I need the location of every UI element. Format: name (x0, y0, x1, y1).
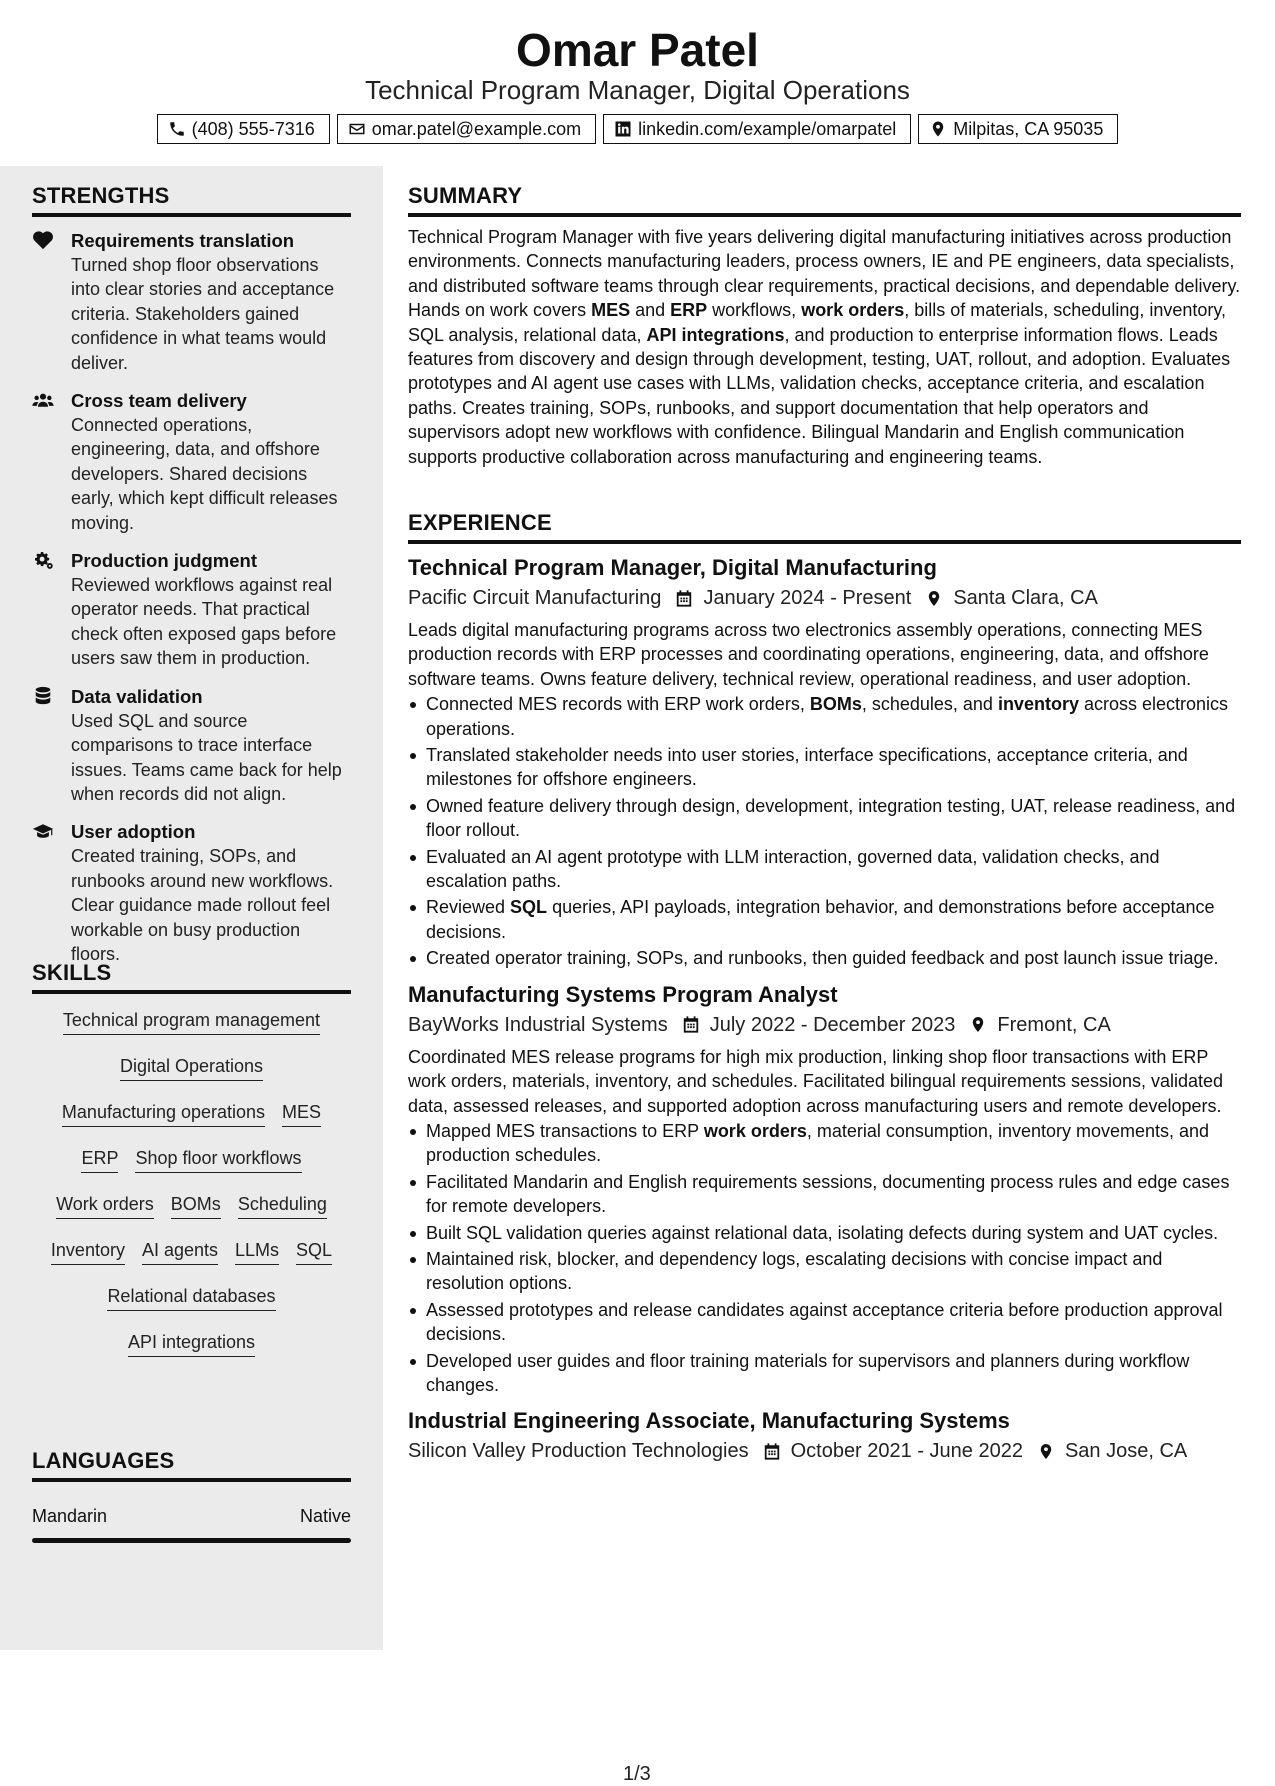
job-bullet: Connected MES records with ERP work orders, BOMs, schedules, and inventory across electronics operations. (408, 692, 1241, 741)
skill-tag: LLMs (235, 1238, 279, 1265)
main-content (383, 166, 1275, 1785)
heart-icon (32, 230, 54, 250)
contact-phone-text: (408) 555-7316 (191, 119, 315, 139)
strength-title: Cross team delivery (71, 390, 247, 412)
job-description: Leads digital manufacturing programs across two electronics assembly operations, connecting MES production records with ERP processes and coordinating operations, engineering, data, and offshore software teams. Owns feature delivery, technical review, operational readiness, and user adoption. (408, 620, 1209, 689)
skill-tag: Shop floor workflows (135, 1146, 301, 1173)
page-number: 1/3 (623, 1763, 651, 1785)
strength-title: Requirements translation (71, 230, 295, 251)
section-divider (32, 990, 351, 994)
strength-description: Turned shop floor observations into clear stories and acceptance criteria. Stakeholders gained confidence in what teams would deliver. (71, 255, 335, 373)
strengths-heading: STRENGTHS (32, 183, 170, 208)
skills-section (32, 960, 351, 1376)
job-meta (408, 584, 1241, 612)
job-bullet: Maintained risk, blocker, and dependency logs, escalating decisions with concise impact and resolution options. (408, 1247, 1241, 1296)
section-divider (408, 540, 1241, 544)
strength-title: User adoption (71, 821, 196, 843)
contact-email[interactable] (337, 114, 596, 144)
job-company: Pacific Circuit Manufacturing (408, 587, 662, 609)
job-dates: July 2022 - December 2023 (709, 1013, 956, 1036)
skill-tag: Inventory (51, 1238, 125, 1265)
section-divider (408, 213, 1241, 217)
strength-item (32, 819, 351, 966)
contact-linkedin-text: linkedin.com/example/omarpatel (638, 119, 897, 139)
skill-tag: Manufacturing operations (62, 1100, 265, 1127)
skill-tag: Technical program management (63, 1008, 320, 1035)
job-entry (408, 1407, 1241, 1465)
database-icon (32, 686, 54, 706)
job-bullet: Translated stakeholder needs into user stories, interface specifications, acceptance criteria, and milestones for offshore engineers. (408, 743, 1241, 792)
strength-item (32, 684, 351, 807)
job-bullet: Facilitated Mandarin and English requirements sessions, documenting process rules and edge cases for remote developers. (408, 1170, 1241, 1219)
job-title: Industrial Engineering Associate, Manufacturing Systems (408, 1408, 1010, 1434)
phone-icon (168, 120, 186, 138)
job-location: San Jose, CA (1064, 1440, 1188, 1463)
candidate-name: Omar Patel (516, 24, 759, 76)
job-company: Silicon Valley Production Technologies (408, 1440, 749, 1463)
job-bullet: Created operator training, SOPs, and runbooks, then guided feedback and post launch issue triage. (408, 946, 1241, 970)
contact-location (918, 114, 1118, 144)
strength-description: Created training, SOPs, and runbooks around new workflows. Clear guidance made rollout feel workable on busy production floors. (71, 846, 334, 964)
contact-phone[interactable] (157, 114, 330, 144)
skill-tag: SQL (296, 1238, 332, 1265)
map-pin-icon (969, 1015, 987, 1034)
map-pin-icon (929, 120, 947, 138)
job-meta (408, 1437, 1241, 1465)
job-bullet: Assessed prototypes and release candidates against acceptance criteria before production approval decisions. (408, 1298, 1241, 1347)
job-bullets (408, 692, 1241, 970)
graduation-cap-icon (32, 821, 54, 841)
job-bullet: Owned feature delivery through design, development, integration testing, UAT, release readiness, and floor rollout. (408, 794, 1241, 843)
languages-section (32, 1448, 351, 1543)
contact-linkedin[interactable] (603, 114, 911, 144)
users-icon (32, 390, 54, 410)
job-entry (408, 981, 1241, 1398)
job-title: Technical Program Manager, Digital Manufacturing (408, 555, 937, 580)
strength-description: Used SQL and source comparisons to trace interface issues. Teams came back for help when records did not align. (71, 710, 342, 804)
summary-heading: SUMMARY (408, 183, 523, 208)
calendar-icon (682, 1015, 700, 1034)
skills-heading: SKILLS (32, 960, 112, 985)
skill-tag: MES (282, 1100, 321, 1127)
skill-tag: API integrations (128, 1330, 255, 1357)
job-bullets (408, 1119, 1241, 1397)
envelope-icon (348, 120, 366, 138)
strength-description: Connected operations, engineering, data, and offshore developers. Shared decisions early, which kept difficult releases moving. (71, 415, 338, 533)
skill-tag: Relational databases (107, 1284, 275, 1311)
strength-title: Production judgment (71, 550, 258, 572)
map-pin-icon (1037, 1442, 1055, 1461)
language-level: Native (299, 1506, 351, 1526)
candidate-headline: Technical Program Manager, Digital Operations (365, 75, 910, 105)
strength-description: Reviewed workflows against real operator needs. That practical check often exposed gaps before users saw them in production. (71, 575, 337, 669)
resume-header (0, 0, 1275, 166)
job-bullet: Reviewed SQL queries, API payloads, integration behavior, and demonstrations before acceptance decisions. (408, 895, 1241, 944)
job-dates: October 2021 - June 2022 (790, 1440, 1023, 1463)
skill-tag: Work orders (56, 1192, 154, 1219)
experience-heading: EXPERIENCE (408, 510, 552, 535)
job-bullet: Built SQL validation queries against relational data, isolating defects during system and UAT cycles. (408, 1221, 1241, 1245)
strength-item (32, 388, 351, 535)
job-bullet: Evaluated an AI agent prototype with LLM interaction, governed data, validation checks, and escalation paths. (408, 845, 1241, 894)
skill-tag: Digital Operations (120, 1054, 263, 1081)
job-description: Coordinated MES release programs for high mix production, linking shop floor transactions with ERP work orders, materials, inventory, and schedules. Facilitated bilingual requirements sessions, validated data, assessed releases, and supported adoption across manufacturing users and remote developers. (408, 1046, 1224, 1116)
contact-email-text: omar.patel@example.com (371, 119, 582, 139)
skills-list (32, 1008, 351, 1376)
sidebar (0, 166, 383, 1650)
job-location: Santa Clara, CA (953, 587, 1098, 609)
gears-icon (32, 550, 54, 570)
job-list (408, 554, 1241, 1465)
contact-location-text: Milpitas, CA 95035 (953, 119, 1104, 139)
job-meta (408, 1011, 1241, 1039)
job-dates: January 2024 - Present (703, 587, 912, 609)
skill-tag: AI agents (142, 1238, 218, 1265)
strength-item (32, 228, 351, 375)
skill-tag: Scheduling (238, 1192, 327, 1219)
job-bullet: Mapped MES transactions to ERP work orders, material consumption, inventory movements, and production schedules. (408, 1119, 1241, 1168)
languages-heading: LANGUAGES (32, 1448, 175, 1473)
language-proficiency-bar (32, 1538, 351, 1543)
strength-title: Data validation (71, 685, 203, 707)
language-item (32, 1504, 351, 1528)
job-location: Fremont, CA (997, 1013, 1111, 1036)
experience-section (408, 510, 1241, 1465)
job-entry (408, 554, 1241, 971)
skill-tag: BOMs (171, 1192, 221, 1219)
skill-tag: ERP (81, 1146, 118, 1173)
job-title: Manufacturing Systems Program Analyst (408, 981, 838, 1007)
strength-item (32, 548, 351, 671)
strengths-section (32, 183, 351, 966)
job-bullet: Developed user guides and floor training materials for supervisors and planners during workflow changes. (408, 1349, 1241, 1398)
summary-section (408, 183, 1241, 469)
job-company: BayWorks Industrial Systems (408, 1013, 668, 1036)
section-divider (32, 1478, 351, 1482)
calendar-icon (763, 1442, 781, 1461)
calendar-icon (675, 589, 693, 608)
linkedin-icon (614, 120, 632, 138)
language-name: Mandarin (32, 1506, 108, 1526)
section-divider (32, 213, 351, 217)
map-pin-icon (925, 589, 943, 608)
summary-text: Technical Program Manager with five years delivering digital manufacturing initiatives across production environments. Connects manufacturing leaders, process owners, IE and PE engineers, data specialists, and distributed software teams through clear requirements, practical decisions, and dependable delivery. Hands on work covers MES and ERP workflows, work orders, bills of materials, scheduling, inventory, SQL analysis, relational data, API integrations, and production to enterprise information flows. Leads features from discovery and design through development, testing, UAT, rollout, and adoption. Evaluates prototypes and AI agent use cases with LLMs, validation checks, acceptance criteria, and escalation paths. Creates training, SOPs, runbooks, and support documentation that help operators and supervisors adopt new workflows with confidence. Bilingual Mandarin and English communication supports productive collaboration across manufacturing and engineering teams. (408, 227, 1241, 467)
contact-bar (0, 114, 1275, 144)
